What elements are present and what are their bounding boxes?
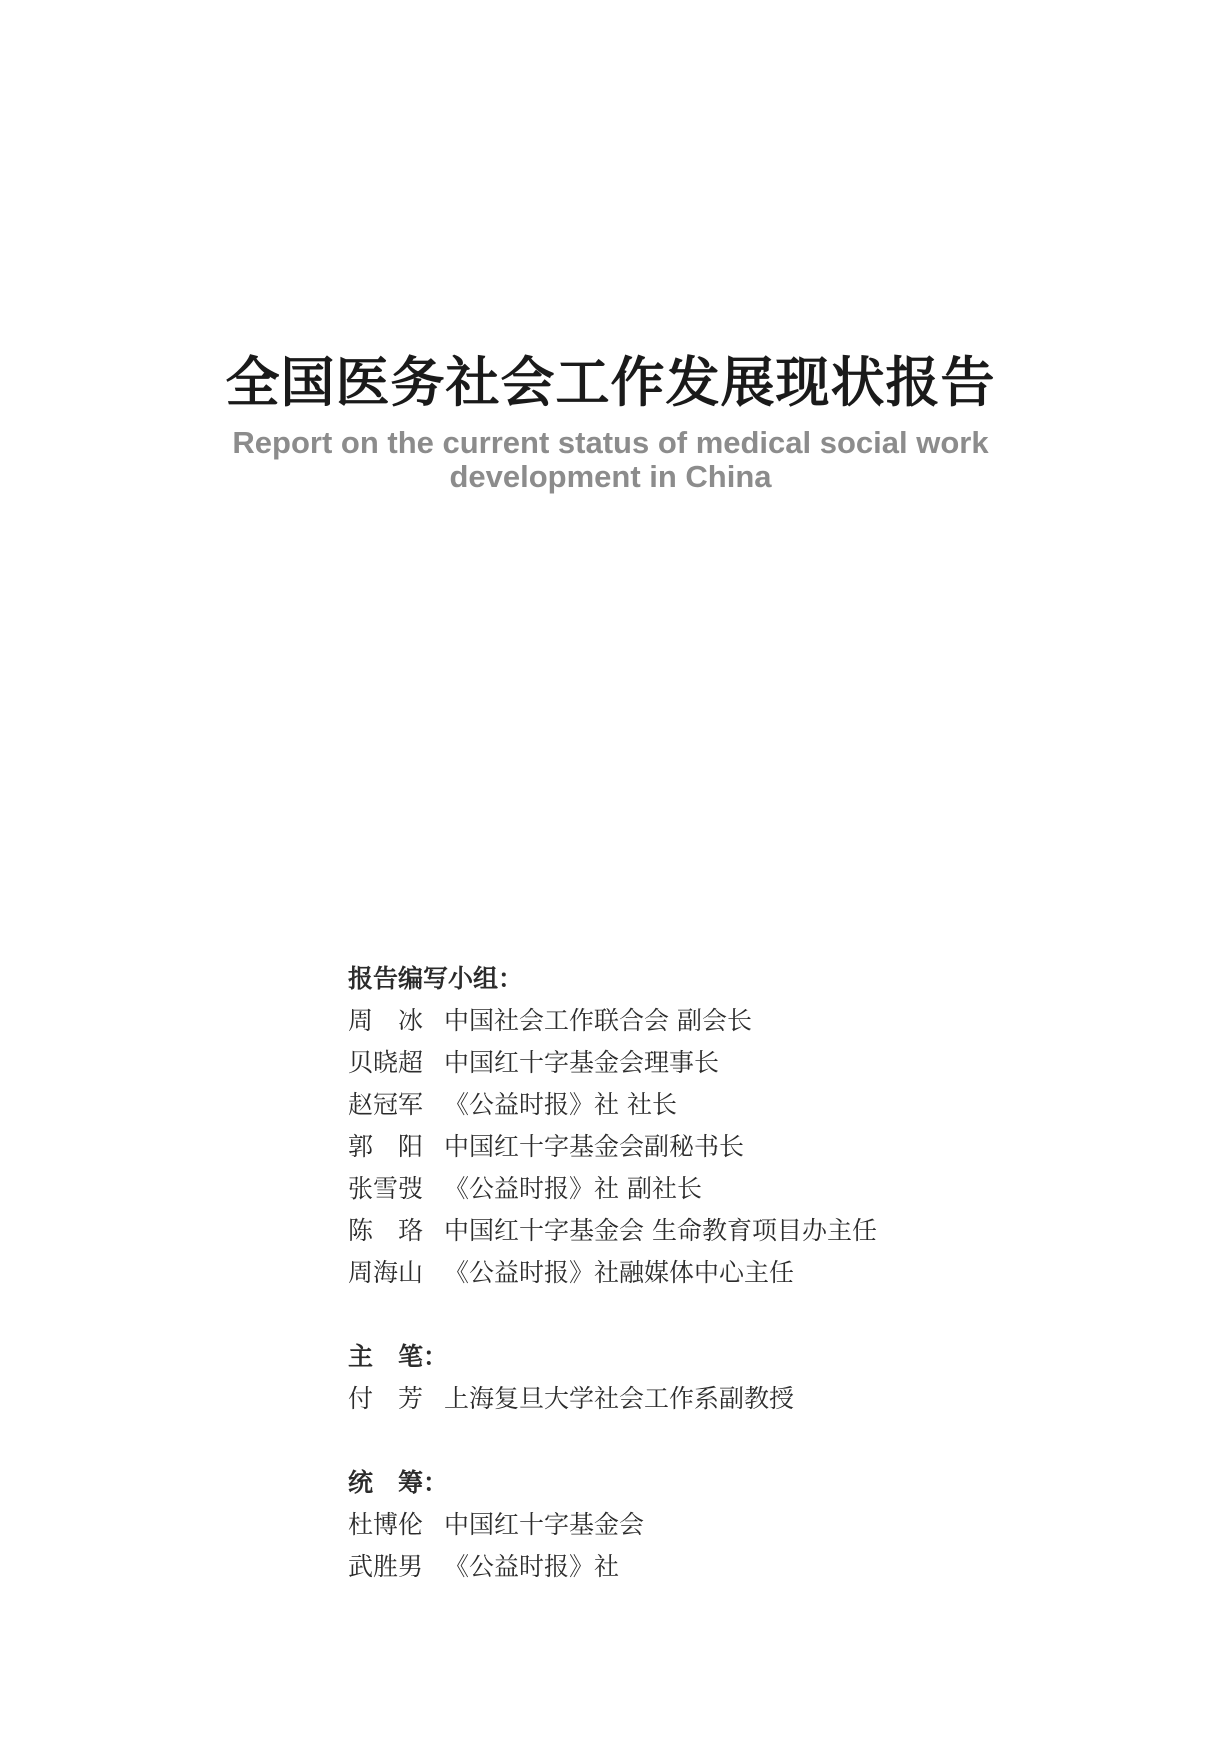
member-row: [348, 1210, 1048, 1252]
member-row: [348, 1168, 1048, 1210]
member-name: 周海山: [348, 1258, 424, 1287]
member-row: [348, 1042, 1048, 1084]
section-heading: 统 筹：: [348, 1468, 449, 1497]
member-name: 杜博伦: [348, 1510, 424, 1539]
section-writing-team: [348, 958, 1048, 1294]
report-title-english: Report on the current status of medical social work development in China: [232, 425, 989, 494]
member-role: 《公益时报》社融媒体中心主任: [444, 1258, 795, 1287]
member-name: 贝晓超: [348, 1048, 424, 1077]
member-name: 周 冰: [348, 1006, 424, 1035]
member-role: 中国社会工作联合会 副会长: [444, 1006, 752, 1035]
member-row: [348, 1000, 1048, 1042]
member-row: [348, 1252, 1048, 1294]
member-row: [348, 1084, 1048, 1126]
member-name: 付 芳: [348, 1384, 424, 1413]
member-role: 《公益时报》社 副社长: [444, 1174, 702, 1203]
member-row: [348, 1378, 1048, 1420]
section-heading: 报告编写小组：: [348, 964, 524, 993]
credits: [348, 958, 1048, 1630]
member-name: 武胜男: [348, 1552, 424, 1581]
title-block: [0, 352, 1221, 494]
member-role: 中国红十字基金会副秘书长: [444, 1132, 745, 1161]
member-name: 赵冠军: [348, 1090, 424, 1119]
member-role: 中国红十字基金会 生命教育项目办主任: [444, 1216, 877, 1245]
report-title-chinese: 全国医务社会工作发展现状报告: [225, 351, 996, 414]
member-row: [348, 1126, 1048, 1168]
section-coordination: [348, 1462, 1048, 1588]
member-role: 中国红十字基金会理事长: [444, 1048, 720, 1077]
member-name: 张雪弢: [348, 1174, 424, 1203]
member-role: 上海复旦大学社会工作系副教授: [444, 1384, 795, 1413]
member-name: 郭 阳: [348, 1132, 424, 1161]
member-row: [348, 1504, 1048, 1546]
member-name: 陈 珞: [348, 1216, 424, 1245]
section-heading: 主 笔：: [348, 1342, 449, 1371]
member-role: 《公益时报》社 社长: [444, 1090, 677, 1119]
section-lead-author: [348, 1336, 1048, 1420]
member-row: [348, 1546, 1048, 1588]
member-role: 中国红十字基金会: [444, 1510, 645, 1539]
member-role: 《公益时报》社: [444, 1552, 620, 1581]
